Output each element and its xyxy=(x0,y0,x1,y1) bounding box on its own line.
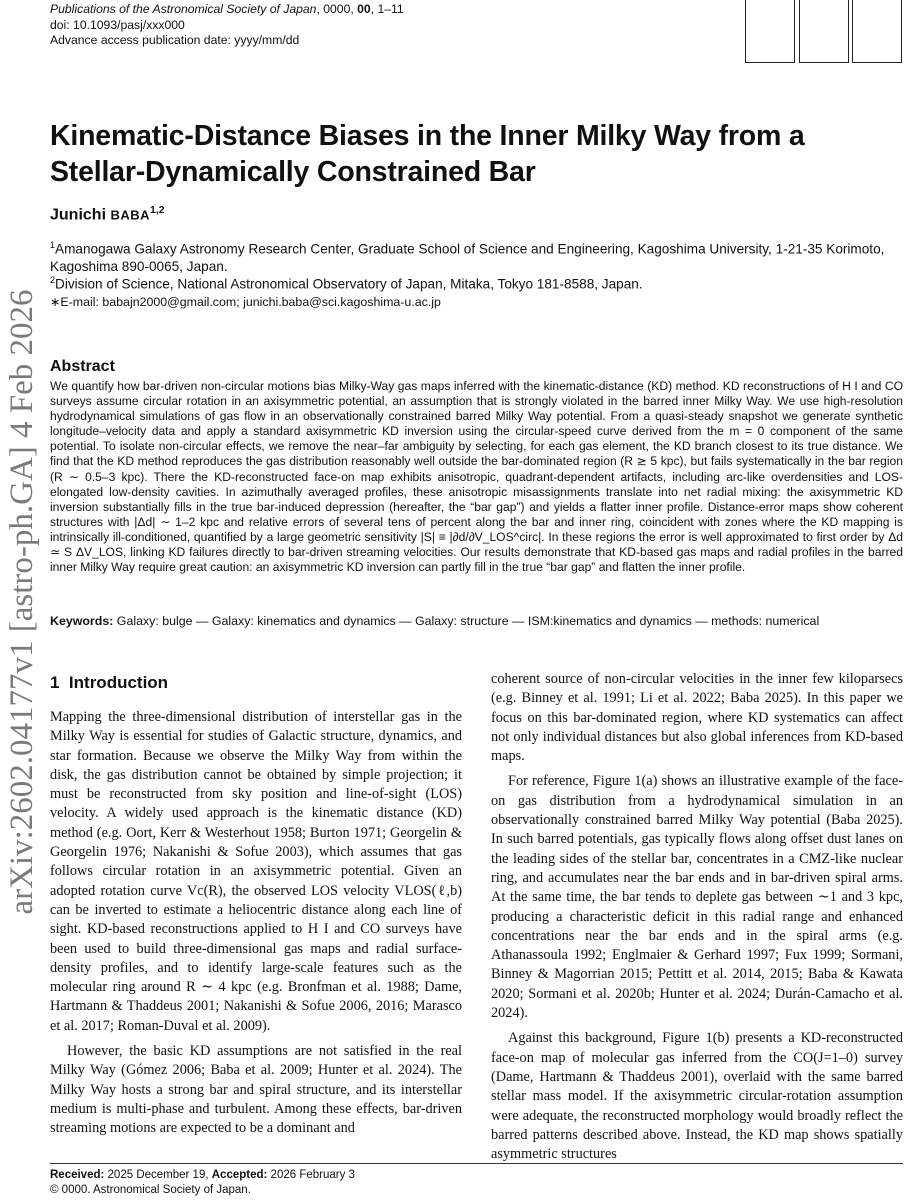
journal-header xyxy=(50,2,404,49)
email-text: E-mail: babajn2000@gmail.com; junichi.baba@sci.kagoshima-u.ac.jp xyxy=(60,295,441,309)
paragraph: For reference, Figure 1(a) shows an illustrative example of the face-on gas distribution from a hydrodynamical simulation in an observationally constrained barred Milky Way potential (Baba 2025). In such barred potentials, gas typically flows along offset dust lanes on the leading sides of the stellar bar, concentrates in a CMZ-like nuclear ring, and accumulates near the bar ends and in bar-driven spiral arms. At the same time, the bar tends to deplete gas between ∼1 and 3 kpc, producing a characteristic deficit in this radial range and enhanced concentrations near the bar ends and in the spiral arms (e.g. Athanassoula 1992; Englmaier & Gerhard 1997; Fux 1999; Sormani, Binney & Magorrian 2015; Pettitt et al. 2014, 2015; Baba & Kawata 2020; Sormani et al. 2020b; Hunter et al. 2024; Durán-Camacho et al. 2024). xyxy=(491,773,903,1022)
abstract-heading: Abstract xyxy=(50,358,115,375)
copyright: © 0000. Astronomical Society of Japan. xyxy=(50,1184,251,1196)
journal-issue: 00 xyxy=(357,2,371,16)
footer xyxy=(50,1168,355,1198)
affiliation-text: Amanogawa Galaxy Astronomy Research Center, Graduate School of Science and Engineering, Kagoshima University, 1-21-35 Korimoto, Kagoshima 890-0065, Japan. xyxy=(50,241,885,275)
affiliation-1 xyxy=(50,237,900,276)
email-symbol: ∗ xyxy=(50,295,61,309)
header-box xyxy=(745,0,795,63)
right-column xyxy=(491,670,903,1170)
footer-rule xyxy=(50,1163,903,1164)
doi: doi: 10.1093/pasj/xxx000 xyxy=(50,17,185,32)
access-date: Advance access publication date: yyyy/mm/dd xyxy=(50,33,300,47)
header-box xyxy=(799,0,849,63)
keywords-text: Galaxy: bulge — Galaxy: kinematics and dynamics — Galaxy: structure — ISM:kinematics and dynamics — methods: numerical xyxy=(113,614,820,628)
affiliation-2 xyxy=(50,272,900,293)
author xyxy=(50,204,165,224)
header-box xyxy=(852,0,902,63)
received-date: 2025 December 19, xyxy=(104,1169,212,1181)
arxiv-side-stamp: arXiv:2602.04177v1 [astro-ph.GA] 4 Feb 2026 xyxy=(4,289,40,915)
section-number: 1 xyxy=(50,673,60,692)
paragraph: Mapping the three-dimensional distribution of interstellar gas in the Milky Way is essential for studies of Galactic structure, dynamics, and star formation. Because we observe the Milky Way from within the disk, the gas distribution cannot be obtained by simple projection; it must be reconstructed from sky position and line-of-sight (LOS) velocity. A widely used approach is the kinematic distance (KD) method (e.g. Oort, Kerr & Westerhout 1958; Burton 1971; Georgelin & Georgelin 1976; Nakanishi & Sofue 2003), which assumes that gas follows circular rotation in an axisymmetric potential. Given an adopted rotation curve Vc(R), the observed LOS velocity VLOS(ℓ,b) can be inverted to estimate a heliocentric distance along each line of sight. KD-based reconstructions applied to H I and CO surveys have been used to build three-dimensional gas maps and radial surface-density profiles, and to identify large-scale features such as the molecular ring around R ∼ 4 kpc (e.g. Bronfman et al. 1988; Dame, Hartmann & Thaddeus 2001; Nakanishi & Sofue 2006, 2016; Marasco et al. 2017; Roman-Duval et al. 2009). xyxy=(50,709,462,1034)
paragraph: coherent source of non-circular velocities in the inner few kiloparsecs (e.g. Binney et al. 1991; Li et al. 2022; Baba 2025). In this paper we focus on this bar-dominated region, where KD systematics can affect not only individual distances but also global inferences from KD-based maps. xyxy=(491,671,903,765)
section-heading xyxy=(50,673,168,693)
paper-title: Kinematic-Distance Biases in the Inner Milky Way from a Stellar-Dynamically Constrained Bar xyxy=(50,120,805,188)
author-sup: 1,2 xyxy=(150,204,165,216)
abstract-text: We quantify how bar-driven non-circular motions bias Milky-Way gas maps inferred with the kinematic-distance (KD) method. KD reconstructions of H I and CO surveys assume circular rotation in an axisymmetric potential, an assumption that is strongly violated in the barred inner Milky Way. We use high-resolution hydrodynamical simulations of gas flow in an observationally constrained barred Milky Way potential. From a quasi-steady snapshot we generate synthetic longitude–velocity data and apply a standard axisymmetric KD inversion using the circular-speed curve derived from the m = 0 component of the same potential. To isolate non-circular effects, we remove the near–far ambiguity by selecting, for each gas element, the KD branch closest to its true distance. We find that the KD method reproduces the gas distribution reasonably well outside the bar-dominated region (R ≳ 5 kpc), but fails systematically in the bar region (R ∼ 0.5–3 kpc). There the KD-reconstructed face-on map exhibits anisotropic, quadrant-dependent artifacts, including arc-like overdensities and LOS-elongated low-density cavities. In azimuthally averaged profiles, these anisotropic misassignments translate into net radial mixing: the axisymmetric KD inversion substantially fills in the true bar-induced depression (hereafter, the “bar gap”) and yields a flatter inner profile. Distance-error maps show coherent structures with |Δd| ∼ 1–2 kpc and relative errors of several tens of percent along the bar and inner ring, coincident with zones where the KD mapping is intrinsically ill-conditioned, quantified by a large geometric sensitivity |S| ≡ |∂d/∂V_LOS^circ|. In these regions the error is well approximated to first order by Δd ≃ S ΔV_LOS, linking KD failures directly to bar-driven streaming velocities. Our results demonstrate that KD-based gas maps and radial profiles in the barred inner Milky Way require great caution: an axisymmetric KD inversion can partly fill in the true “bar gap” and flatten the inner profile. xyxy=(50,379,903,575)
paragraph: However, the basic KD assumptions are not satisfied in the real Milky Way (Gómez 2006; Baba et al. 2009; Hunter et al. 2024). The Milky Way hosts a strong bar and spiral structure, and its interstellar medium is multi-phase and turbulent. Among these effects, bar-driven streaming motions are expected to be a dominant and xyxy=(50,1043,462,1137)
keywords xyxy=(50,614,903,628)
affiliation-text: Division of Science, National Astronomical Observatory of Japan, Mitaka, Tokyo 181-8588, Japan. xyxy=(55,276,643,292)
received-label: Received: xyxy=(50,1169,105,1181)
keywords-label: Keywords: xyxy=(50,614,114,628)
affiliation-num: 2 xyxy=(50,275,56,285)
author-last: BABA xyxy=(110,207,151,223)
journal-name: Publications of the Astronomical Society of Japan xyxy=(50,2,317,16)
section-title: Introduction xyxy=(68,673,169,692)
author-first: Junichi xyxy=(50,206,111,224)
accepted-label: Accepted: xyxy=(211,1169,268,1181)
paragraph: Against this background, Figure 1(b) presents a KD-reconstructed face-on map of molecular gas inferred from the CO(J=1–0) survey (Dame, Hartmann & Thaddeus 2001), overlaid with the same barred stellar mass model. If the axisymmetric circular-rotation assumption were adequate, the reconstructed morphology would broadly reflect the barred patterns described above. Instead, the KD map shows spatially asymmetric structures xyxy=(491,1030,903,1163)
left-column xyxy=(50,708,462,1145)
email xyxy=(50,294,900,312)
affiliation-num: 1 xyxy=(50,240,56,250)
accepted-date: 2026 February 3 xyxy=(267,1169,355,1181)
journal-pages: , 1–11 xyxy=(370,2,404,16)
journal-vol: , 0000, xyxy=(316,2,358,16)
